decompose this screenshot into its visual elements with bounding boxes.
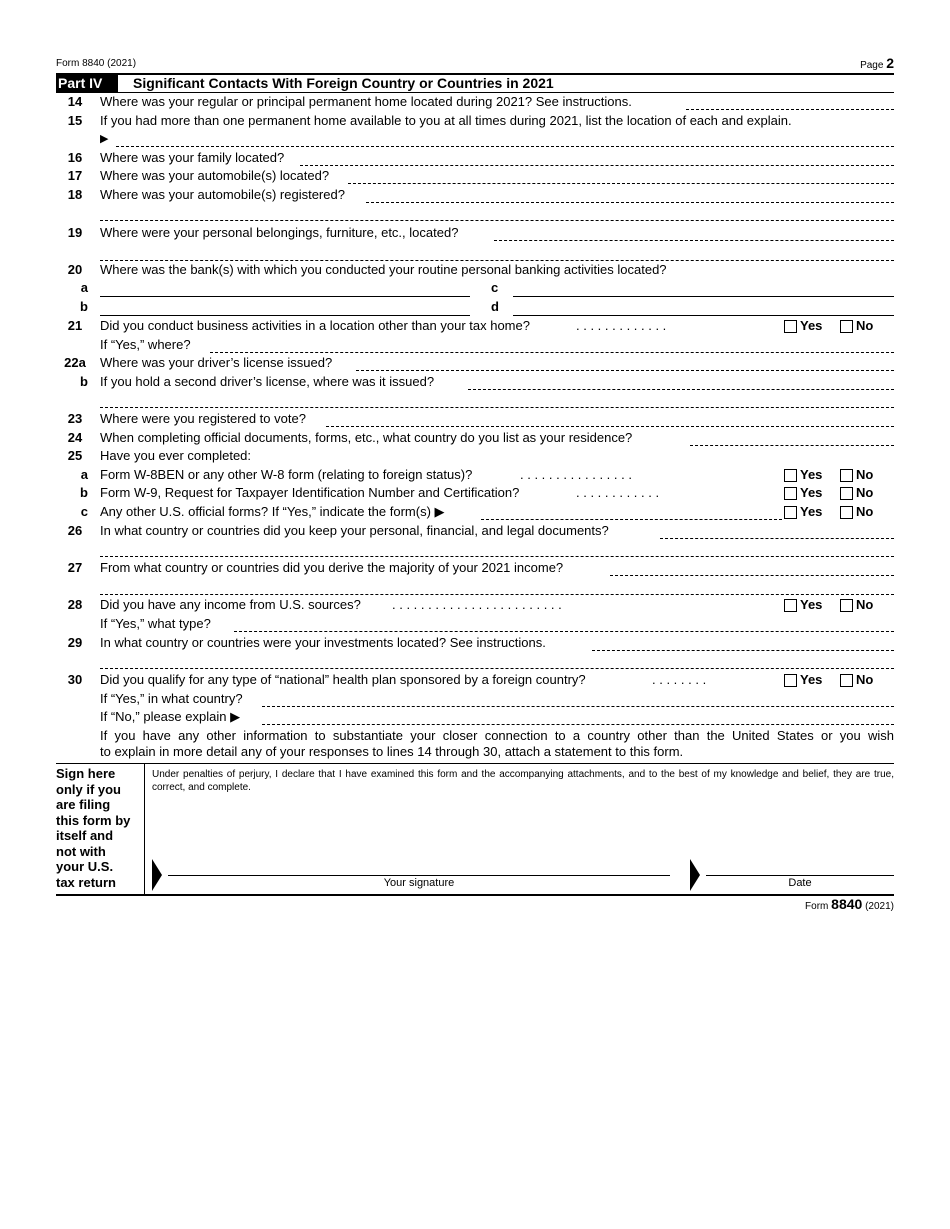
line-24-input[interactable] bbox=[690, 445, 894, 446]
line-subquestion: If “No,” please explain ▶ bbox=[100, 709, 241, 724]
no-checkbox[interactable] bbox=[840, 674, 853, 687]
line-question: Where was the bank(s) with which you conducted your routine personal banking activities located? bbox=[100, 262, 667, 277]
line-14 bbox=[56, 93, 894, 111]
yes-no-group bbox=[784, 484, 886, 502]
line-subquestion: If “Yes,” what type? bbox=[100, 616, 211, 631]
line-15-input[interactable] bbox=[116, 146, 894, 147]
line-question: Where were you registered to vote? bbox=[100, 411, 306, 426]
line-25 bbox=[56, 447, 894, 465]
yes-checkbox[interactable] bbox=[784, 320, 797, 333]
line-25a bbox=[56, 466, 894, 484]
line-30-no-input[interactable] bbox=[262, 724, 894, 725]
line-letter: b bbox=[80, 485, 88, 500]
line-30-yes-input[interactable] bbox=[262, 706, 894, 707]
yes-checkbox[interactable] bbox=[784, 487, 797, 500]
line-16-input[interactable] bbox=[300, 165, 894, 166]
line-question: Form W-9, Request for Taxpayer Identification Number and Certification? bbox=[100, 485, 520, 500]
sign-label-line: Sign here bbox=[56, 766, 116, 781]
line-letter: d bbox=[491, 299, 499, 314]
line-19 bbox=[56, 224, 894, 242]
page-number: 2 bbox=[886, 55, 894, 71]
no-label: No bbox=[856, 597, 874, 612]
sign-label-line: your U.S. bbox=[56, 859, 114, 874]
line-21-where bbox=[56, 336, 894, 354]
form-header-label: Form 8840 (2021) bbox=[56, 58, 137, 69]
line-number: 17 bbox=[67, 168, 83, 183]
yes-no-group bbox=[784, 671, 886, 689]
line-17 bbox=[56, 167, 894, 185]
line-23-input[interactable] bbox=[326, 426, 894, 427]
line-26 bbox=[56, 522, 894, 540]
line-letter: a bbox=[80, 280, 88, 295]
sign-label-line: only if you bbox=[56, 781, 121, 797]
no-checkbox[interactable] bbox=[840, 469, 853, 482]
line-27 bbox=[56, 559, 894, 577]
line-question: Where were your personal belongings, furniture, etc., located? bbox=[100, 225, 459, 240]
signature-input[interactable] bbox=[168, 875, 670, 876]
line-question: If you had more than one permanent home available to you at all times during 2021, list the location of each and explain. bbox=[100, 113, 792, 128]
page-label: Page bbox=[860, 60, 884, 71]
part-tag: Part IV bbox=[56, 75, 118, 92]
line-22b-input-2[interactable] bbox=[100, 407, 894, 408]
footer-prefix: Form bbox=[805, 901, 829, 912]
line-30-no bbox=[56, 708, 894, 726]
line-30 bbox=[56, 671, 894, 689]
line-question: When completing official documents, forms, etc., what country do you list as your residence? bbox=[100, 430, 633, 445]
line-number: 14 bbox=[67, 94, 83, 109]
line-question: Where was your automobile(s) registered? bbox=[100, 187, 345, 202]
line-27-input[interactable] bbox=[610, 575, 894, 576]
yes-no-group bbox=[784, 317, 886, 335]
closing-text: If you have any other information to substantiate your closer connection to a country other than the United States or you wish bbox=[100, 728, 894, 743]
line-16 bbox=[56, 149, 894, 167]
line-20-ac bbox=[56, 279, 894, 297]
sign-label-line: this form by bbox=[56, 812, 131, 828]
yes-no-group bbox=[784, 503, 886, 521]
line-question: In what country or countries were your investments located? See instructions. bbox=[100, 635, 546, 650]
line-question: Where was your driver’s license issued? bbox=[100, 355, 333, 370]
yes-checkbox[interactable] bbox=[784, 506, 797, 519]
bank-d-input[interactable] bbox=[513, 315, 894, 316]
yes-label: Yes bbox=[800, 485, 823, 500]
leader-dots: . . . . . . . . . . . . . . . . . . . . . . . . bbox=[392, 597, 562, 612]
date-caption: Date bbox=[788, 877, 812, 889]
line-letter: b bbox=[80, 374, 88, 389]
line-21-input[interactable] bbox=[210, 352, 894, 353]
line-25c-input[interactable] bbox=[481, 519, 782, 520]
form-footer bbox=[805, 896, 894, 912]
yes-checkbox[interactable] bbox=[784, 674, 797, 687]
part-title: Significant Contacts With Foreign Country or Countries in 2021 bbox=[133, 75, 554, 91]
signature-caption: Your signature bbox=[383, 877, 455, 889]
line-23 bbox=[56, 410, 894, 428]
no-label: No bbox=[856, 318, 874, 333]
line-question: Did you qualify for any type of “national” health plan sponsored by a foreign country? bbox=[100, 672, 586, 687]
line-question: Did you conduct business activities in a location other than your tax home? bbox=[100, 318, 530, 333]
yes-label: Yes bbox=[800, 467, 823, 482]
yes-checkbox[interactable] bbox=[784, 599, 797, 612]
closing-text: to explain in more detail any of your responses to lines 14 through 30, attach a statement to this form. bbox=[100, 744, 684, 759]
line-20-bd bbox=[56, 298, 894, 316]
line-number: 20 bbox=[67, 262, 83, 277]
line-number: 23 bbox=[67, 411, 83, 426]
line-27-input-2[interactable] bbox=[100, 594, 894, 595]
no-checkbox[interactable] bbox=[840, 506, 853, 519]
yes-label: Yes bbox=[800, 318, 823, 333]
line-letter: c bbox=[80, 504, 88, 519]
arrow-icon: ▶ bbox=[100, 133, 109, 145]
line-18 bbox=[56, 186, 894, 204]
sign-here-label bbox=[56, 766, 142, 890]
line-15-answer bbox=[56, 130, 894, 148]
line-number: 18 bbox=[67, 187, 83, 202]
line-29 bbox=[56, 634, 894, 652]
line-20 bbox=[56, 261, 894, 279]
footer-year: (2021) bbox=[865, 901, 894, 912]
line-15 bbox=[56, 112, 894, 130]
line-28-input[interactable] bbox=[234, 631, 894, 632]
line-22b bbox=[56, 373, 894, 391]
line-question: From what country or countries did you derive the majority of your 2021 income? bbox=[100, 560, 564, 575]
closing-statement-2 bbox=[56, 743, 894, 761]
no-label: No bbox=[856, 467, 874, 482]
leader-dots: . . . . . . . . . . . . bbox=[576, 485, 660, 500]
line-subquestion: If “Yes,” where? bbox=[100, 337, 191, 352]
line-number: 26 bbox=[67, 523, 83, 538]
line-19-input[interactable] bbox=[494, 240, 894, 241]
line-30-yes bbox=[56, 690, 894, 708]
line-number: 29 bbox=[67, 635, 83, 650]
yes-no-group bbox=[784, 466, 886, 484]
line-question: Where was your automobile(s) located? bbox=[100, 168, 330, 183]
line-question: Where was your regular or principal permanent home located during 2021? See instructions. bbox=[100, 94, 632, 109]
line-number: 25 bbox=[67, 448, 83, 463]
sign-label-line: not with bbox=[56, 843, 106, 859]
line-number: 16 bbox=[67, 150, 83, 165]
bank-a-input[interactable] bbox=[100, 296, 470, 297]
line-question: Form W-8BEN or any other W-8 form (relating to foreign status)? bbox=[100, 467, 473, 482]
line-number: 21 bbox=[67, 318, 83, 333]
signature-section bbox=[56, 763, 894, 896]
line-question: If you hold a second driver’s license, where was it issued? bbox=[100, 374, 435, 389]
yes-label: Yes bbox=[800, 672, 823, 687]
no-checkbox[interactable] bbox=[840, 599, 853, 612]
line-question: Where was your family located? bbox=[100, 150, 285, 165]
line-number: 30 bbox=[67, 672, 83, 687]
line-24 bbox=[56, 429, 894, 447]
no-checkbox[interactable] bbox=[840, 487, 853, 500]
yes-checkbox[interactable] bbox=[784, 469, 797, 482]
sign-label-line: are filing bbox=[56, 797, 111, 812]
sign-divider bbox=[144, 764, 145, 894]
line-question: Have you ever completed: bbox=[100, 448, 252, 463]
no-label: No bbox=[856, 485, 874, 500]
line-21 bbox=[56, 317, 894, 335]
line-17-input[interactable] bbox=[348, 183, 894, 184]
sign-label-line: tax return bbox=[56, 874, 116, 890]
line-22a-input[interactable] bbox=[356, 370, 894, 371]
line-29-input-2[interactable] bbox=[100, 668, 894, 669]
no-checkbox[interactable] bbox=[840, 320, 853, 333]
line-22b-input[interactable] bbox=[468, 389, 894, 390]
bank-b-input[interactable] bbox=[100, 315, 470, 316]
line-number: 15 bbox=[67, 113, 83, 128]
line-subquestion: If “Yes,” in what country? bbox=[100, 691, 243, 706]
line-18-input[interactable] bbox=[366, 202, 894, 203]
line-28-type bbox=[56, 615, 894, 633]
line-26-input-2[interactable] bbox=[100, 556, 894, 557]
line-number: 19 bbox=[67, 225, 83, 240]
line-question: In what country or countries did you keep your personal, financial, and legal documents? bbox=[100, 523, 609, 538]
line-number: 22a bbox=[64, 355, 86, 370]
sign-label-line: itself and bbox=[56, 828, 114, 843]
part-header bbox=[56, 75, 894, 93]
leader-dots: . . . . . . . . . . . . . bbox=[576, 318, 667, 333]
line-number: 24 bbox=[67, 430, 83, 445]
line-question: Did you have any income from U.S. sources? bbox=[100, 597, 361, 612]
page-indicator bbox=[860, 55, 894, 71]
yes-label: Yes bbox=[800, 597, 823, 612]
line-number: 28 bbox=[67, 597, 83, 612]
leader-dots: . . . . . . . . bbox=[652, 672, 707, 687]
date-input[interactable] bbox=[706, 875, 894, 876]
yes-label: Yes bbox=[800, 504, 823, 519]
line-letter: a bbox=[80, 467, 88, 482]
perjury-statement: Under penalties of perjury, I declare that I have examined this form and the accompanying attachments, and to the best of my knowledge and belief, they are true, correct, and complete. bbox=[152, 769, 894, 793]
signature-arrow-icon bbox=[152, 859, 162, 891]
line-25b bbox=[56, 484, 894, 502]
leader-dots: . . . . . . . . . . . . . . . . bbox=[520, 467, 632, 482]
line-25c bbox=[56, 503, 894, 521]
line-14-input[interactable] bbox=[686, 109, 894, 110]
line-28 bbox=[56, 596, 894, 614]
footer-form-number: 8840 bbox=[831, 896, 863, 912]
bank-c-input[interactable] bbox=[513, 296, 894, 297]
line-number: 27 bbox=[67, 560, 83, 575]
no-label: No bbox=[856, 504, 874, 519]
yes-no-group bbox=[784, 596, 886, 614]
line-26-input[interactable] bbox=[660, 538, 894, 539]
line-question: Any other U.S. official forms? If “Yes,” indicate the form(s) ▶ bbox=[100, 504, 445, 519]
no-label: No bbox=[856, 672, 874, 687]
line-letter: b bbox=[80, 299, 88, 314]
date-arrow-icon bbox=[690, 859, 700, 891]
line-22a bbox=[56, 354, 894, 372]
line-18-input-2[interactable] bbox=[100, 220, 894, 221]
line-29-input[interactable] bbox=[592, 650, 894, 651]
line-letter: c bbox=[491, 280, 499, 295]
